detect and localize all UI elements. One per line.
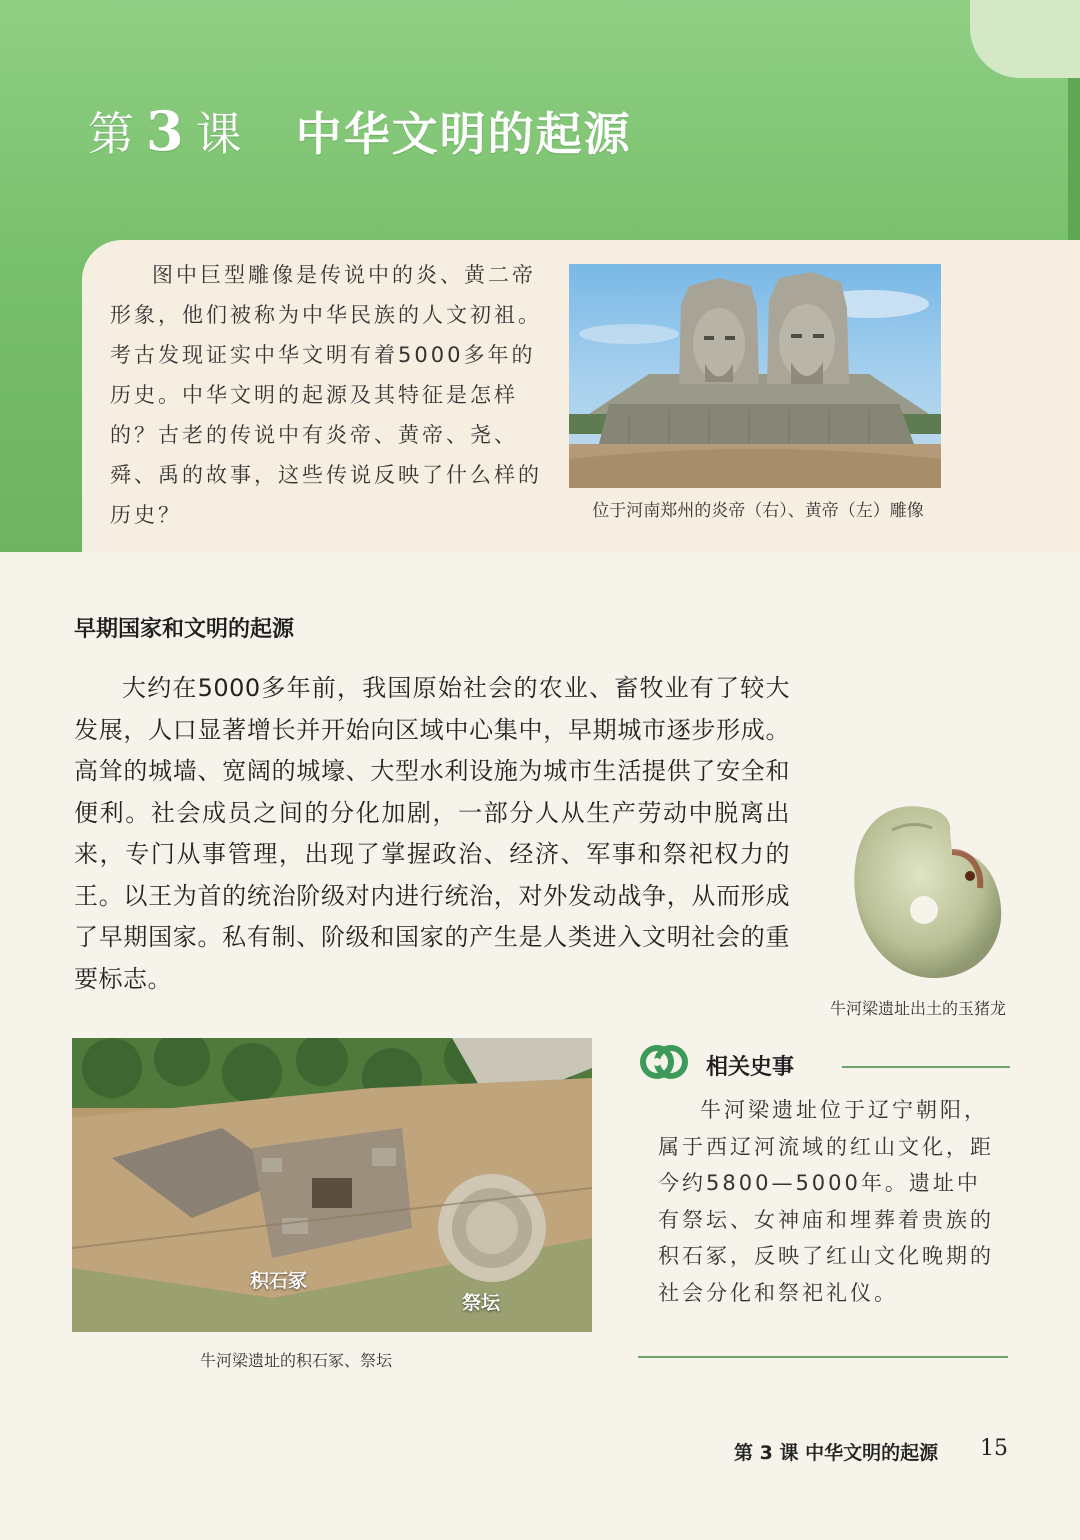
intro-paragraph: 图中巨型雕像是传说中的炎、黄二帝形象，他们被称为中华民族的人文初祖。考古发现证实中华文明有着5000多年的历史。中华文明的起源及其特征是怎样的？古老的传说中有炎帝、黄帝、尧、舜、禹的故事，这些传说反映了什么样的历史？ — [110, 263, 542, 527]
lesson-name: 中华文明的起源 — [295, 107, 632, 161]
section-heading: 早期国家和文明的起源 — [74, 617, 295, 642]
footer-lesson-title: 第 3 课 中华文明的起源 — [734, 1442, 939, 1464]
section-body — [74, 668, 790, 1000]
related-rule-top — [842, 1066, 1010, 1068]
site-label-altar: 祭坛 — [462, 1292, 501, 1314]
site-illustration — [72, 1038, 592, 1332]
intro-text — [110, 255, 542, 535]
related-history-text — [658, 1092, 994, 1311]
lesson-prefix: 第 — [88, 107, 136, 161]
related-paragraph: 牛河梁遗址位于辽宁朝阳，属于西辽河流域的红山文化，距今约5800—5000年。遗址中有祭坛、女神庙和埋葬着贵族的积石冢，反映了红山文化晚期的社会分化和祭祀礼仪。 — [658, 1098, 994, 1305]
body-paragraph: 大约在5000多年前，我国原始社会的农业、畜牧业有了较大发展，人口显著增长并开始向区域中心集中，早期城市逐步形成。高耸的城墙、宽阔的城壕、大型水利设施为城市生活提供了安全和便利。社会成员之间的分化加剧，一部分人从生产劳动中脱离出来，专门从事管理，出现了掌握政治、经济、军事和祭祀权力的王。以王为首的统治阶级对内进行统治，对外发动战争，从而形成了早期国家。私有制、阶级和国家的产生是人类进入文明社会的重要标志。 — [74, 674, 790, 993]
site-aerial-photo — [72, 1038, 592, 1332]
lesson-number: 3 — [146, 99, 186, 163]
jade-caption: 牛河梁遗址出土的玉猪龙 — [829, 999, 1006, 1018]
related-rule-bottom — [638, 1356, 1008, 1358]
site-caption: 牛河梁遗址的积石冢、祭坛 — [200, 1351, 393, 1370]
related-history-icon — [640, 1044, 688, 1080]
related-history-title: 相关史事 — [706, 1055, 795, 1080]
site-label-stone-burial: 积石冢 — [250, 1270, 308, 1292]
jade-illustration — [832, 790, 1012, 990]
lesson-suffix: 课 — [195, 107, 244, 161]
jade-pig-dragon-image — [832, 790, 1012, 990]
statue-illustration — [569, 264, 941, 488]
page-number: 15 — [980, 1436, 1008, 1461]
statue-photo — [569, 264, 941, 488]
lesson-title — [88, 96, 632, 166]
statue-caption: 位于河南郑州的炎帝（右）、黄帝（左）雕像 — [592, 501, 924, 521]
